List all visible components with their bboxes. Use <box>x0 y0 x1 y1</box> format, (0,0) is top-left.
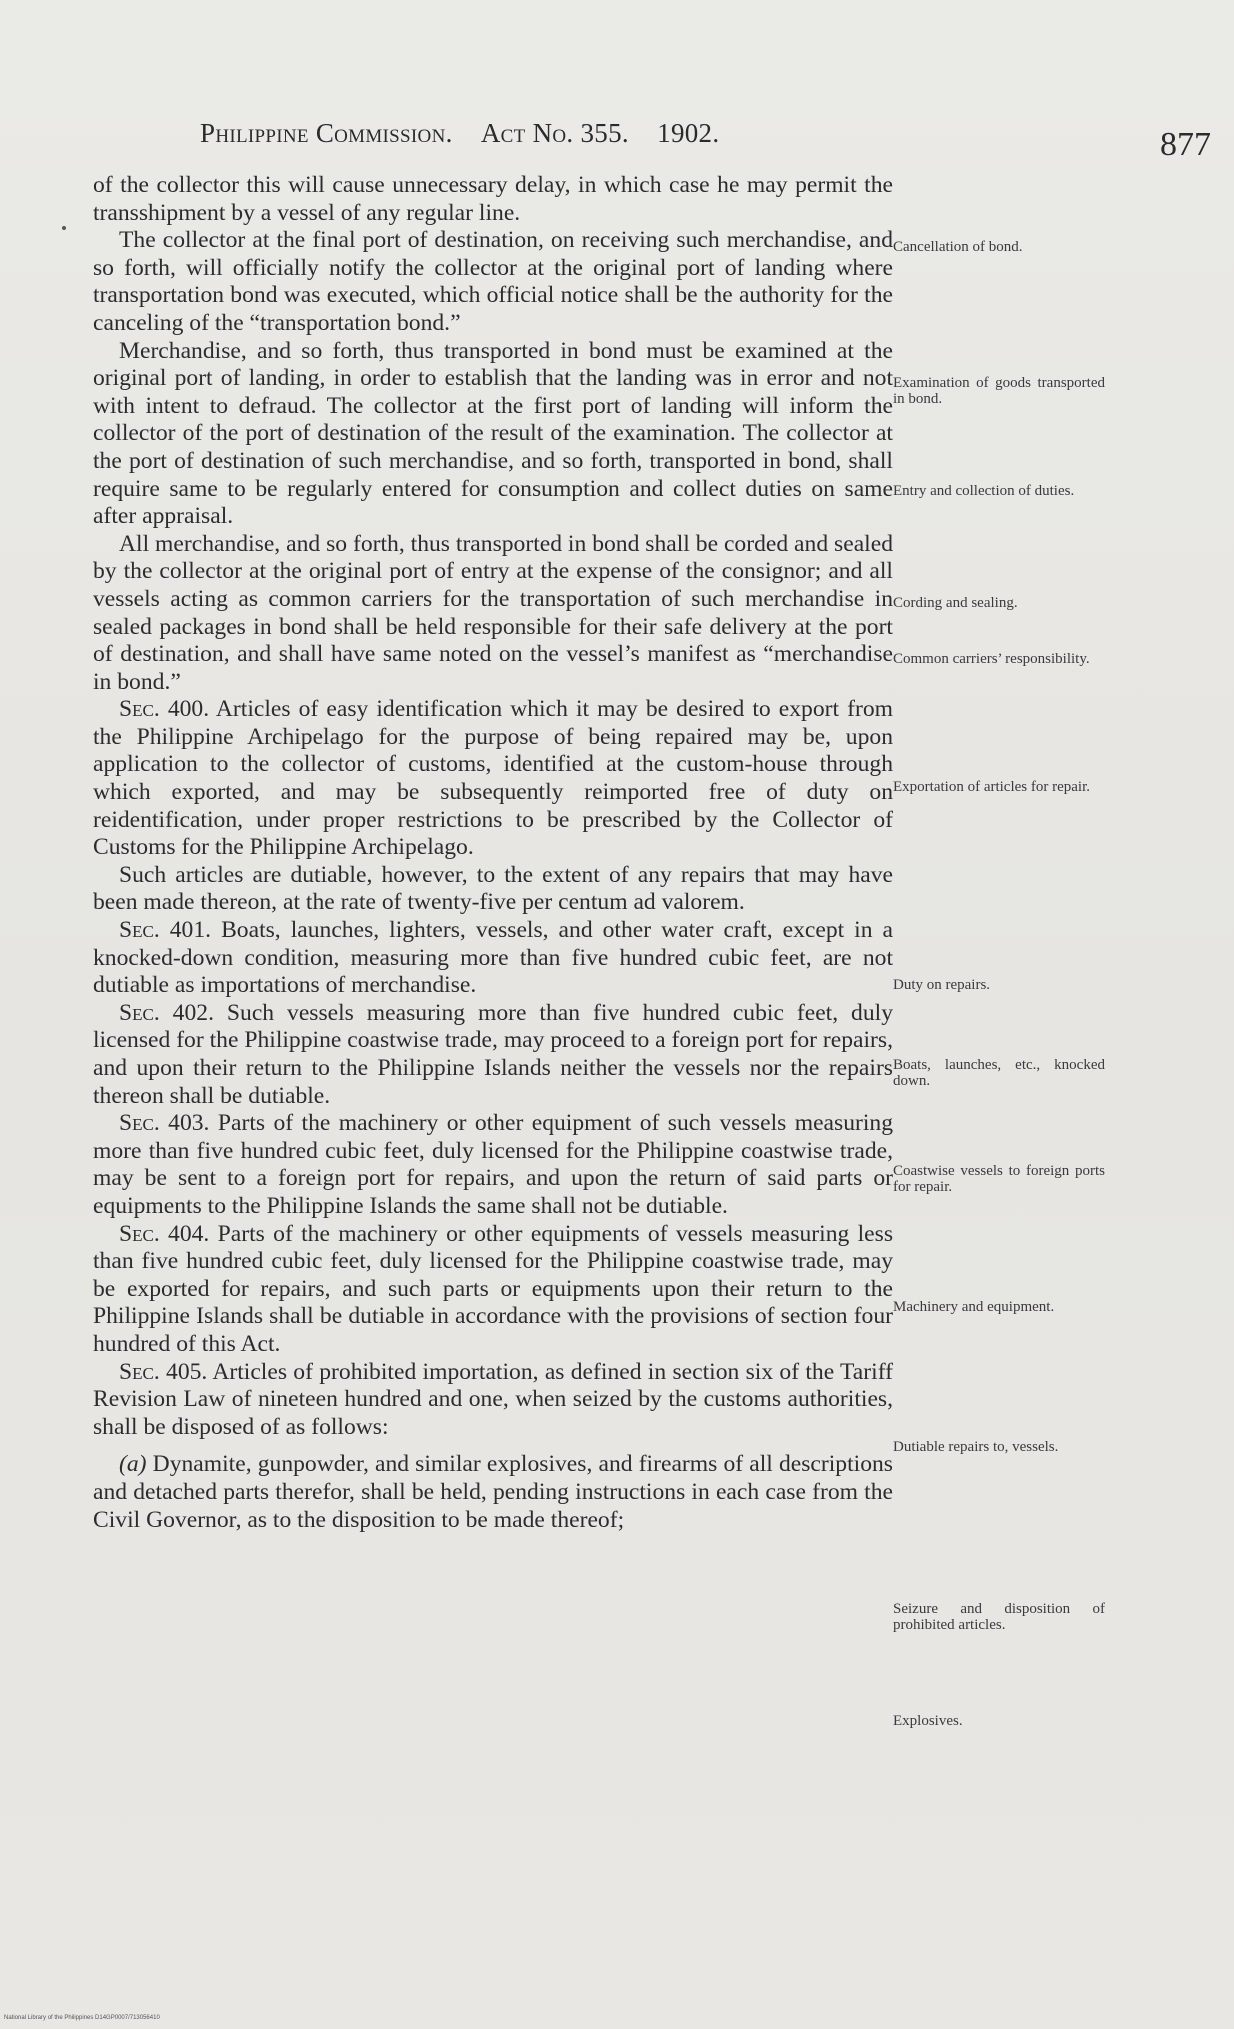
section-404 <box>93 1221 893 1359</box>
section-number: Sec. 400. <box>119 696 210 723</box>
paragraph: Such articles are dutiable, however, to the extent of any repairs that may have been made thereon, at the rate of twenty-five per centum ad valorem. <box>93 861 893 916</box>
paragraph: Parts of the machinery or other equipment of such vessels measuring more than five hundred cubic feet, duly licensed for the Philippine coastwise trade, may be sent to a foreign port for repairs, and upon the return of said parts or equipments to the Philippine Islands the same shall not be dutiable. <box>93 1110 893 1219</box>
paragraph: of the collector this will cause unnecessary delay, in which case he may permit the transshipment by a vessel of any regular line. <box>93 172 893 226</box>
paragraph: Articles of easy identification which it may be desired to export from the Philippine Archipelago for the purpose of being repaired may be, upon application to the collector of customs, identified at the custom-house through which exported, and may be subsequently reimported free of duty on reidentification, under proper restrictions to be prescribed by the Collector of Customs for the Philippine Archipelago. <box>93 696 893 861</box>
running-header <box>200 118 780 149</box>
body-text <box>93 172 893 1534</box>
margin-note-exportation: Exportation of articles for repair. <box>893 779 1091 795</box>
section-number: Sec. 403. <box>119 1110 210 1137</box>
margin-note-cancellation: Cancellation of bond. <box>893 239 1023 255</box>
section-403 <box>93 1110 893 1220</box>
act-number: Act No. 355. <box>480 118 629 148</box>
margin-note-coastwise: Coastwise vessels to foreign ports for repair. <box>893 1163 1105 1195</box>
section-402 <box>93 1000 893 1110</box>
paragraph: Merchandise, and so forth, thus transported in bond must be examined at the original port of landing, in order to establish that the landing was in error and not with intent to defraud. The collector at the first port of landing will inform the collector of the port of destination of the result of the examination. The collector at the port of destination of such merchandise, and so forth, transported in bond, shall require same to be regularly entered for consumption and collect duties on same after appraisal. <box>93 337 893 530</box>
item-a <box>93 1451 893 1534</box>
paragraph: Articles of prohibited importation, as defined in section six of the Tariff Revision Law of nineteen hundred and one, when seized by the customs authorities, shall be disposed of as follows: <box>93 1358 893 1440</box>
margin-note-cording: Cording and sealing. <box>893 595 1018 611</box>
paragraph: All merchandise, and so forth, thus transported in bond shall be corded and sealed by the collector at the original port of entry at the expense of the consignor; and all vessels acting as common carriers for the transportation of such merchandise in sealed packages in bond shall be held responsible for their safe delivery at the port of destination, and shall have same noted on the vessel’s manifest as “merchandise in bond.” <box>93 530 893 695</box>
section-number: Sec. 402. <box>119 999 214 1026</box>
section-401 <box>93 917 893 1000</box>
section-400 <box>93 696 893 862</box>
scan-footer: National Library of the Philippines D14GP0007/713056410 <box>4 2015 160 2021</box>
margin-note-carriers: Common carriers’ responsibility. <box>893 651 1090 667</box>
margin-note-duty: Duty on repairs. <box>893 977 991 993</box>
item-label: (a) <box>119 1451 147 1478</box>
section-number: Sec. 405. <box>119 1358 208 1385</box>
year: 1902. <box>657 118 720 148</box>
margin-note-explosives: Explosives. <box>893 1713 963 1729</box>
paragraph: The collector at the final port of destination, on receiving such merchandise, and so forth, will officially notify the collector at the original port of landing where transportation bond was executed, which official notice shall be the authority for the canceling of the “transportation bond.” <box>93 227 893 336</box>
margin-note-machinery: Machinery and equipment. <box>893 1299 1055 1315</box>
margin-note-entry: Entry and collection of duties. <box>893 483 1075 499</box>
margin-note-seizure: Seizure and disposition of prohibited articles. <box>893 1601 1105 1633</box>
section-405 <box>93 1359 893 1442</box>
paragraph: Dynamite, gunpowder, and similar explosives, and firearms of all descriptions and detached parts therefor, shall be held, pending instructions in each case from the Civil Governor, as to the disposition to be made thereof; <box>93 1451 893 1533</box>
paragraph: Such vessels measuring more than five hundred cubic feet, duly licensed for the Philippine coastwise trade, may proceed to a foreign port for repairs, and upon their return to the Philippine Islands neither the vessels nor the repairs thereon shall be dutiable. <box>93 999 893 1109</box>
margin-note-examination: Examination of goods transported in bond. <box>893 375 1105 407</box>
running-title: Philippine Commission. <box>200 118 453 148</box>
section-number: Sec. 401. <box>119 917 212 944</box>
paragraph: Parts of the machinery or other equipments of vessels measuring less than five hundred cubic feet, duly licensed for the Philippine coastwise trade, may be exported for repairs, and such parts or equipments upon their return to the Philippine Islands shall be dutiable in accordance with the provisions of section four hundred of this Act. <box>93 1220 893 1357</box>
margin-note-dutiable: Dutiable repairs to, vessels. <box>893 1439 1059 1455</box>
paragraph: Boats, launches, lighters, vessels, and other water craft, except in a knocked-down condition, measuring more than five hundred cubic feet, are not dutiable as importations of merchandise. <box>93 917 894 999</box>
margin-note-boats: Boats, launches, etc., knocked down. <box>893 1057 1105 1089</box>
scan-speck <box>62 226 66 230</box>
section-number: Sec. 404. <box>119 1220 210 1247</box>
page-number: 877 <box>1160 126 1211 163</box>
